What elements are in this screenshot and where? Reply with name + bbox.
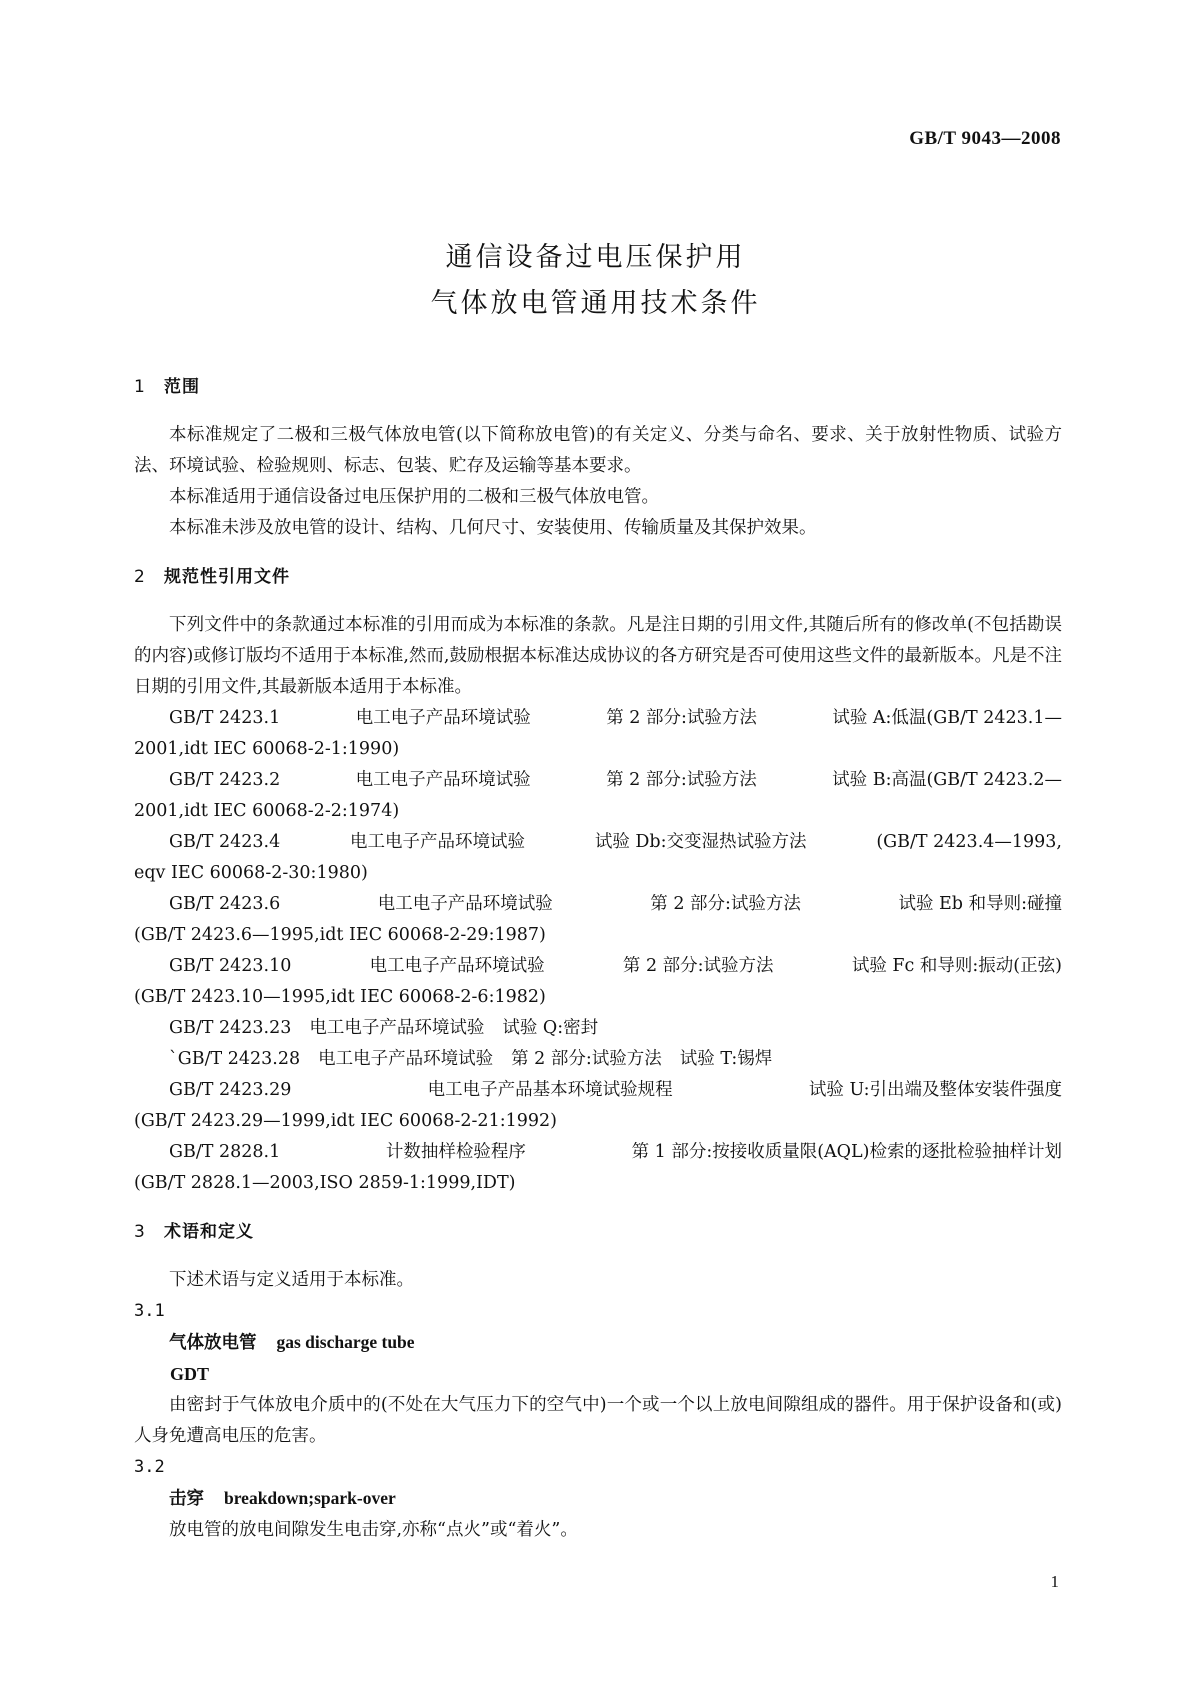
ref-continuation: (GB/T 2423.29—1999,idt IEC 60068-2-21:1992) — [134, 1111, 557, 1131]
ref-code: GB/T 2423.10 — [169, 956, 292, 976]
ref-part: 第 2 部分:试验方法 — [511, 1049, 662, 1069]
ref-continuation: 2001,idt IEC 60068-2-2:1974) — [134, 801, 400, 821]
paragraph: 本标准适用于通信设备过电压保护用的二极和三极气体放电管。 — [169, 487, 659, 507]
title-line-1: 通信设备过电压保护用 — [445, 242, 746, 273]
ref-part: 电工电子产品环境试验 — [369, 956, 545, 976]
ref-continuation: 2001,idt IEC 60068-2-1:1990) — [134, 739, 400, 759]
ref-continuation: (GB/T 2423.6—1995,idt IEC 60068-2-29:1987) — [134, 925, 546, 945]
ref-part: 电工电子产品环境试验 — [377, 894, 553, 914]
section-number: 3 — [134, 1222, 146, 1242]
section-number: 2 — [134, 567, 146, 587]
term-entry — [134, 1483, 1062, 1515]
paragraph: 本标准规定了二极和三极气体放电管(以下简称放电管)的有关定义、分类与命名、要求、关于放射性物质、试验方法、环境试验、检验规则、标志、包装、贮存及运输等基本要求。 — [134, 425, 1062, 476]
term-abbreviation: GDT — [170, 1364, 210, 1384]
ref-part: 试验 A:低温(GB/T 2423.1— — [832, 708, 1062, 728]
title-line-2: 气体放电管通用技术条件 — [430, 288, 761, 319]
clause-number: 3.2 — [134, 1457, 165, 1477]
ref-part: 试验 Eb 和导则:碰撞 — [898, 894, 1062, 914]
ref-part: 第 2 部分:试验方法 — [622, 956, 774, 976]
section-3-heading — [134, 1219, 1062, 1245]
ref-continuation: eqv IEC 60068-2-30:1980) — [134, 863, 368, 883]
paragraph: 本标准未涉及放电管的设计、结构、几何尺寸、安装使用、传输质量及其保护效果。 — [169, 518, 817, 538]
term-zh: 击穿 — [169, 1489, 204, 1509]
term-en: breakdown;spark-over — [224, 1488, 396, 1508]
document-body — [134, 374, 1062, 1546]
ref-continuation: (GB/T 2423.10—1995,idt IEC 60068-2-6:1982) — [134, 987, 546, 1007]
ref-part: 计数抽样检验程序 — [385, 1142, 526, 1162]
ref-part: 试验 B:高温(GB/T 2423.2— — [832, 770, 1062, 790]
ref-code: `GB/T 2423.28 — [169, 1049, 301, 1069]
ref-part: 电工电子产品基本环境试验规程 — [427, 1080, 673, 1100]
term-definition: 由密封于气体放电介质中的(不处在大气压力下的空气中)一个或一个以上放电间隙组成的器件。用于保护设备和(或)人身免遭高电压的危害。 — [134, 1395, 1062, 1446]
reference-item — [134, 951, 1062, 1013]
ref-part: 第 1 部分:按接收质量限(AQL)检索的逐批检验抽样计划 — [631, 1142, 1062, 1162]
clause-number: 3.1 — [134, 1301, 165, 1321]
ref-code: GB/T 2828.1 — [169, 1142, 281, 1162]
section-number: 1 — [134, 377, 146, 397]
reference-item — [134, 703, 1062, 765]
ref-code: GB/T 2423.23 — [169, 1018, 292, 1038]
ref-part: 电工电子产品环境试验 — [355, 708, 531, 728]
term-definition: 放电管的放电间隙发生电击穿,亦称“点火”或“着火”。 — [169, 1520, 578, 1540]
reference-item — [134, 889, 1062, 951]
page-number: 1 — [1050, 1572, 1059, 1591]
term-zh: 气体放电管 — [169, 1333, 257, 1353]
ref-code: GB/T 2423.6 — [169, 894, 281, 914]
term-entry — [134, 1327, 1062, 1359]
section-title: 术语和定义 — [164, 1222, 254, 1242]
reference-item — [134, 1075, 1062, 1137]
ref-part: (GB/T 2423.4—1993, — [876, 832, 1062, 852]
ref-part: 电工电子产品环境试验 — [318, 1049, 494, 1069]
paragraph: 下列文件中的条款通过本标准的引用而成为本标准的条款。凡是注日期的引用文件,其随后所有的修改单(不包括勘误的内容)或修订版均不适用于本标准,然而,鼓励根据本标准达成协议的各方研究是否可使用这些文件的最新版本。凡是不注日期的引用文件,其最新版本适用于本标准。 — [134, 615, 1062, 697]
section-1-heading — [134, 374, 1062, 400]
ref-part: 第 2 部分:试验方法 — [650, 894, 801, 914]
section-2-heading — [134, 564, 1062, 590]
ref-code: GB/T 2423.2 — [169, 770, 281, 790]
ref-part: 试验 Q:密封 — [502, 1018, 599, 1038]
reference-item — [134, 1044, 1062, 1075]
standard-code: GB/T 9043—2008 — [909, 128, 1061, 149]
term-en: gas discharge tube — [276, 1332, 415, 1352]
ref-part: 第 2 部分:试验方法 — [606, 770, 757, 790]
ref-part: 试验 U:引出端及整体安装件强度 — [808, 1080, 1062, 1100]
ref-part: 电工电子产品环境试验 — [355, 770, 531, 790]
section-title: 范围 — [164, 377, 200, 397]
reference-item — [134, 1137, 1062, 1199]
ref-code: GB/T 2423.4 — [169, 832, 281, 852]
section-title: 规范性引用文件 — [164, 567, 290, 587]
ref-part: 试验 T:锡焊 — [679, 1049, 773, 1069]
reference-item — [134, 827, 1062, 889]
ref-code: GB/T 2423.1 — [169, 708, 281, 728]
ref-part: 第 2 部分:试验方法 — [606, 708, 757, 728]
ref-continuation: (GB/T 2828.1—2003,ISO 2859-1:1999,IDT) — [134, 1173, 516, 1193]
ref-part: 电工电子产品环境试验 — [350, 832, 526, 852]
ref-part: 试验 Db:交变湿热试验方法 — [594, 832, 807, 852]
paragraph: 下述术语与定义适用于本标准。 — [169, 1270, 414, 1290]
reference-item — [134, 765, 1062, 827]
reference-item — [134, 1013, 1062, 1044]
ref-part: 试验 Fc 和导则:振动(正弦) — [851, 956, 1062, 976]
ref-part: 电工电子产品环境试验 — [309, 1018, 485, 1038]
ref-code: GB/T 2423.29 — [169, 1080, 292, 1100]
